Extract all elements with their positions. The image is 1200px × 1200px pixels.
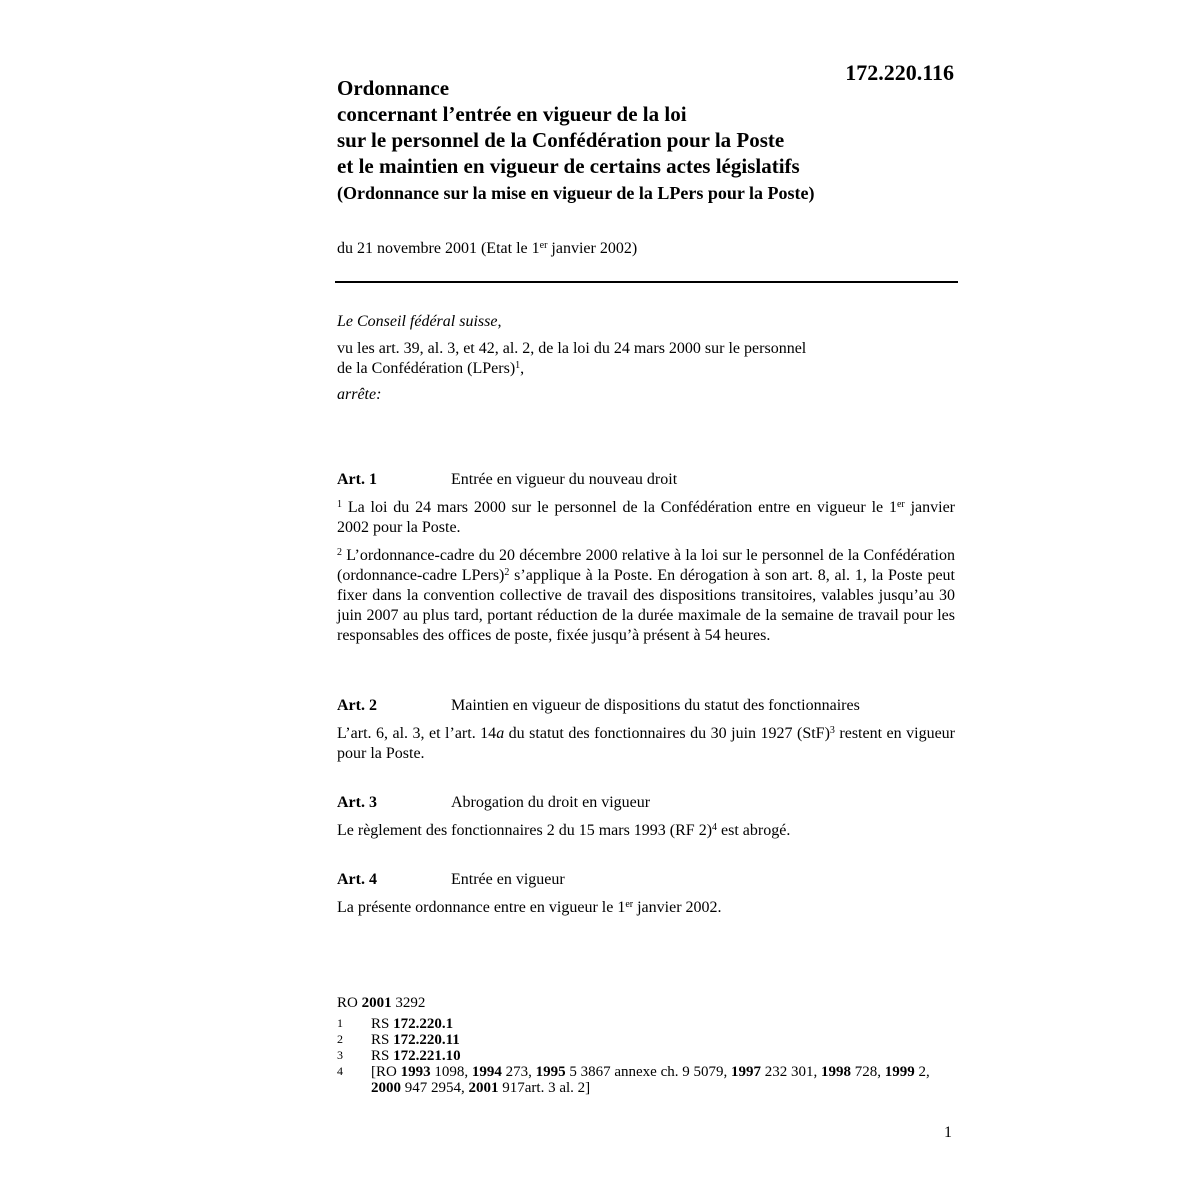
title-line: concernant l’entrée en vigueur de la loi <box>337 102 687 126</box>
short-title: (Ordonnance sur la mise en vigueur de la LPers pour la Poste) <box>337 183 815 203</box>
paragraph-text: du statut des fonctionnaires du 30 juin 1927 (StF) <box>504 725 830 742</box>
footnote-ref: 172.220.1 <box>393 1016 454 1032</box>
article-title: Entrée en vigueur du nouveau droit <box>451 471 678 488</box>
fn4-year: 1994 <box>471 1064 502 1080</box>
footnote-number: 2 <box>337 1032 343 1046</box>
fn4-text: 947 2954, <box>401 1080 469 1096</box>
fn4-text: 1098, <box>430 1064 472 1080</box>
fn4-text: 728, <box>850 1064 885 1080</box>
article-number: Art. 1 <box>337 471 377 488</box>
paragraph-text: restent en vigueur pour la Poste. <box>337 725 956 762</box>
paragraph-text: La présente ordonnance entre en vigueur le 1 <box>337 899 626 916</box>
article-4 <box>337 870 955 926</box>
preamble-basis-line1: vu les art. 39, al. 3, et 42, al. 2, de la loi du 24 mars 2000 sur le personnel <box>337 340 807 357</box>
date-sup: er <box>539 240 548 251</box>
ro-year: 2001 <box>361 995 392 1011</box>
preamble <box>337 312 957 405</box>
ordinal-sup: er <box>896 499 905 510</box>
fn4-year: 1993 <box>400 1064 431 1080</box>
preamble-basis-line2 <box>337 359 957 379</box>
title-line: et le maintien en vigueur de certains actes législatifs <box>337 154 800 178</box>
article-3 <box>337 793 955 849</box>
article-title: Abrogation du droit en vigueur <box>451 794 651 811</box>
article-heading <box>337 870 955 890</box>
footnote-3 <box>337 1048 957 1064</box>
article-paragraph <box>337 724 955 764</box>
fn4-text: 917art. 3 al. 2] <box>498 1080 591 1096</box>
footnote-prefix: RS <box>371 1048 394 1064</box>
sr-number: 172.220.116 <box>845 60 954 85</box>
ordinal-sup: er <box>625 899 634 910</box>
fn4-text: [RO <box>371 1064 401 1080</box>
article-1 <box>337 470 955 654</box>
title-block <box>337 75 897 205</box>
title-line: Ordonnance <box>337 76 450 100</box>
footnote-number: 3 <box>337 1048 343 1062</box>
footnote-2 <box>337 1032 957 1048</box>
fn4-text: 2, <box>914 1064 930 1080</box>
footnote-ref-3[interactable]: 3 <box>829 725 835 736</box>
paragraph-number: 2 <box>337 547 342 558</box>
paragraph-text: La loi du 24 mars 2000 sur le personnel de la Confédération entre en vigueur le 1 <box>342 499 897 516</box>
article-paragraph <box>337 821 955 841</box>
footnote-1 <box>337 1016 957 1032</box>
paragraph-number: 1 <box>337 499 342 510</box>
article-heading <box>337 793 955 813</box>
paragraph-text: s’applique à la Poste. En dérogation à son art. 8, al. 1, la Poste peut fixer dans la convention collective de travail des dispositions transitoires, valables jusqu’au 30 juin 2007 au plus tard, portant réduction de la durée maximale de la semaine de travail pour les responsables des offices de poste, fixée jusqu’à présent à 54 heures. <box>337 567 955 644</box>
preamble-decree: arrête: <box>337 386 382 403</box>
title-line: sur le personnel de la Confédération pour la Poste <box>337 128 785 152</box>
basis-end: , <box>520 360 525 377</box>
paragraph-italic: a <box>496 725 505 742</box>
paragraph-text: janvier 2002 pour la Poste. <box>337 499 956 536</box>
footnote-4 <box>337 1064 957 1096</box>
footnote-prefix: RS <box>371 1016 394 1032</box>
footnote-ref-2[interactable]: 2 <box>504 567 510 578</box>
footnote-ref-1[interactable]: 1 <box>515 360 521 371</box>
paragraph-text: L’ordonnance-cadre du 20 décembre 2000 relative à la loi sur le personnel de la Confédération (ordonnance-cadre LPers) <box>337 547 955 584</box>
footnote-text <box>371 1048 957 1064</box>
footnote-number: 1 <box>337 1016 343 1030</box>
footnote-text <box>371 1032 957 1048</box>
fn4-text: 5 3867 annexe ch. 9 5079, <box>565 1064 731 1080</box>
article-heading <box>337 696 955 716</box>
fn4-year: 2001 <box>468 1080 499 1096</box>
paragraph-text: L’art. 6, al. 3, et l’art. 14 <box>337 725 497 742</box>
paragraph-text: Le règlement des fonctionnaires 2 du 15 mars 1993 (RF 2) <box>337 822 713 839</box>
ro-reference <box>337 994 957 1012</box>
footnote-prefix: RS <box>371 1032 394 1048</box>
article-paragraph <box>337 546 955 646</box>
paragraph-text: janvier 2002. <box>633 899 722 916</box>
article-heading <box>337 470 955 490</box>
article-number: Art. 3 <box>337 794 377 811</box>
fn4-text: 232 301, <box>760 1064 821 1080</box>
footnote-ref-4[interactable]: 4 <box>712 822 718 833</box>
page-number: 1 <box>944 1124 952 1141</box>
article-2 <box>337 696 955 772</box>
basis-text: de la Confédération (LPers) <box>337 360 516 377</box>
fn4-year: 1999 <box>884 1064 915 1080</box>
fn4-year: 2000 <box>371 1080 401 1096</box>
article-paragraph <box>337 898 955 918</box>
article-paragraph <box>337 498 955 538</box>
date-text-end: janvier 2002) <box>547 240 638 257</box>
fn4-year: 1998 <box>820 1064 851 1080</box>
footnote-text <box>371 1016 957 1032</box>
preamble-council: Le Conseil fédéral suisse, <box>337 313 502 330</box>
article-title: Maintien en vigueur de dispositions du statut des fonctionnaires <box>451 697 860 714</box>
footnotes <box>337 994 957 1096</box>
document-date <box>337 240 637 258</box>
footnote-text <box>371 1064 957 1096</box>
footnote-ref: 172.221.10 <box>393 1048 461 1064</box>
fn4-year: 1995 <box>535 1064 566 1080</box>
date-text: du 21 novembre 2001 (Etat le 1 <box>337 240 540 257</box>
article-number: Art. 4 <box>337 871 377 888</box>
footnote-number: 4 <box>337 1064 343 1078</box>
paragraph-text: est abrogé. <box>717 822 791 839</box>
article-number: Art. 2 <box>337 697 377 714</box>
ro-page: 3292 <box>391 995 426 1011</box>
article-title: Entrée en vigueur <box>451 871 565 888</box>
fn4-text: 273, <box>501 1064 536 1080</box>
header-divider <box>335 281 958 283</box>
fn4-year: 1997 <box>730 1064 761 1080</box>
ro-prefix: RO <box>337 995 362 1011</box>
footnote-ref: 172.220.11 <box>393 1032 460 1048</box>
